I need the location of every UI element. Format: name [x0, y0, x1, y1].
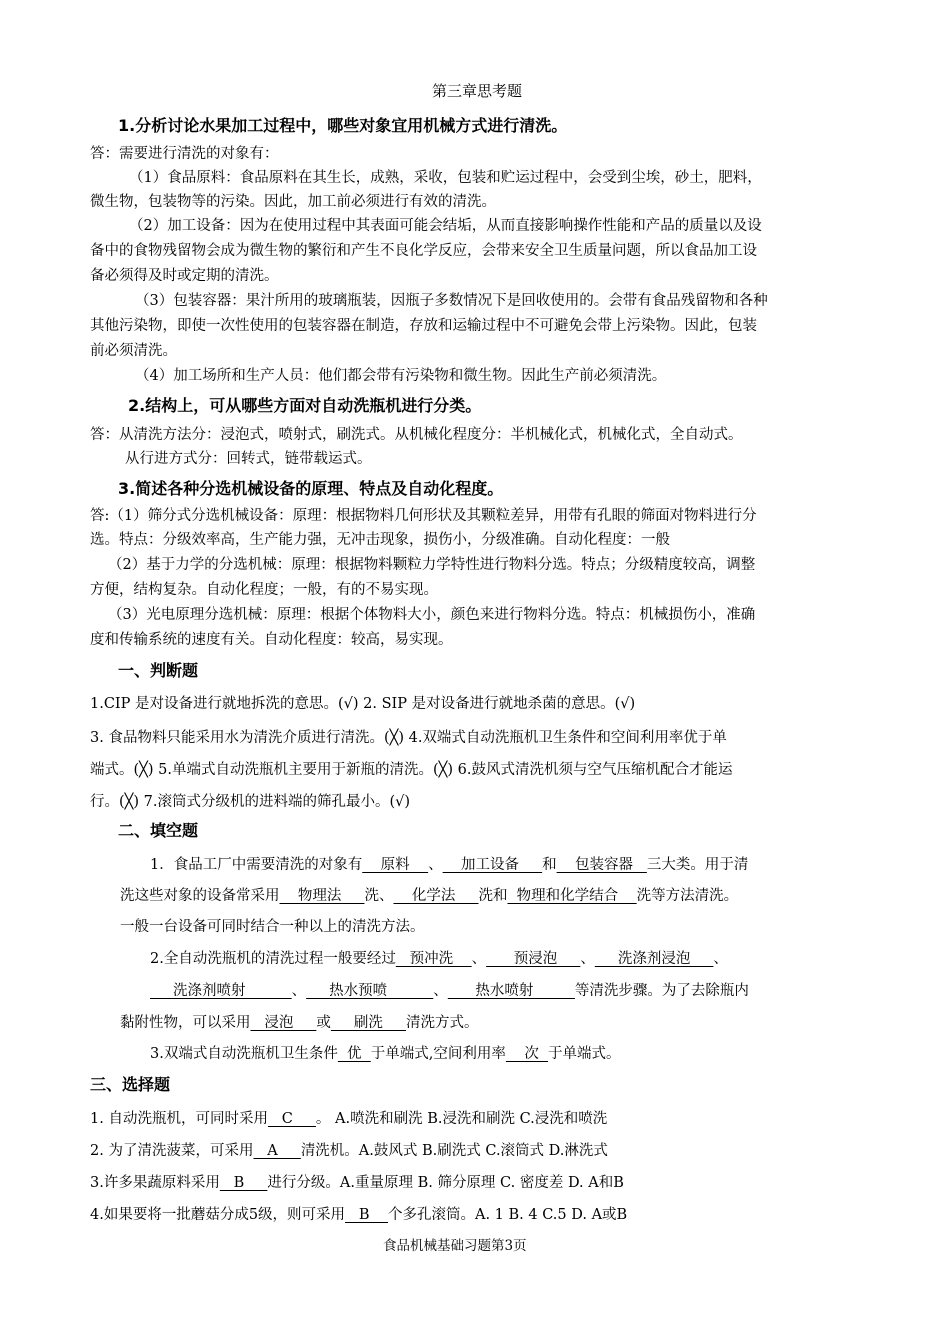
page-footer: 食品机械基础习题第3页	[383, 1238, 527, 1254]
answer-line: （4）加工场所和生产人员：他们都会带有污染物和微生物。因此生产前必须清洗。	[135, 368, 667, 384]
blank-answer: 热水预喷	[306, 983, 434, 999]
choice-item-2: 2. 为了清洗菠菜，可采用 A 清洗机。A.鼓风式 B.刷洗式 C.滚筒式 D.淋洗式	[90, 1143, 608, 1159]
answer-line: （2）基于力学的分选机械：原理：根据物料颗粒力学特性进行物料分选。特点；分级精度较高，调整	[108, 557, 756, 573]
blank-answer: 物理和化学结合	[507, 888, 637, 904]
answer-line: 备中的食物残留物会成为微生物的繁衍和产生不良化学反应，会带来安全卫生质量问题，所以食品加工设	[90, 243, 757, 259]
answer-line: 前必须清洗。	[90, 343, 177, 359]
question-2-heading: 2.结构上，可从哪些方面对自动洗瓶机进行分类。	[128, 396, 482, 415]
answer-line: 其他污染物，即使一次性使用的包装容器在制造，存放和运输过程中不可避免会带上污染物。因此，包装	[90, 318, 757, 334]
question-1-heading: 1.分析讨论水果加工过程中，哪些对象宜用机械方式进行清洗。	[118, 116, 568, 135]
blank-answer: 洗涤剂喷射	[150, 983, 292, 999]
fill-item-1: 1．食品工厂中需要清洗的对象有 原料 、 加工设备 和 包装容器 三大类。用于清	[150, 857, 749, 873]
choice-item-1: 1. 自动洗瓶机，可同时采用 C 。 A.喷洗和刷洗 B.浸洗和刷洗 C.浸洗和喷洗	[90, 1111, 608, 1127]
answer-line: 从行进方式分：回转式，链带载运式。	[125, 451, 372, 467]
choice-item-4: 4.如果要将一批蘑菇分成5级，则可采用 B 个多孔滚筒。A. 1 B. 4 C.5 D. A或B	[90, 1207, 628, 1223]
answer-line: 微生物，包装物等的污染。因此，加工前必须进行有效的清洗。	[90, 194, 496, 210]
answer-line: （3）包装容器：果汁所用的玻璃瓶装，因瓶子多数情况下是回收使用的。会带有食品残留物和各种	[135, 293, 768, 309]
fill-item-2-line-3: 黏附性物，可以采用 浸泡 或 刷洗 清洗方式。	[120, 1015, 479, 1031]
answer-line: 答：从清洗方法分：浸泡式，喷射式，刷洗式。从机械化程度分：半机械化式，机械化式，全自动式。	[90, 427, 743, 443]
fill-item-2-line-2: 洗涤剂喷射 、 热水预喷 、 热水喷射 等清洗步骤。为了去除瓶内	[150, 983, 749, 999]
judge-line: 行。(╳) 7.滚筒式分级机的进料端的筛孔最小。(√)	[90, 794, 411, 810]
page-title: 第三章思考题	[432, 82, 523, 100]
blank-answer: B	[345, 1207, 388, 1223]
judge-line: 3. 食品物料只能采用水为清洗介质进行清洗。(╳) 4.双端式自动洗瓶机卫生条件和空间利用率优于单	[90, 730, 727, 746]
answer-line: 方便，结构复杂。自动化程度；一般，有的不易实现。	[90, 582, 438, 598]
question-3-heading: 3.简述各种分选机械设备的原理、特点及自动化程度。	[118, 479, 504, 498]
fill-item-3: 3.双端式自动洗瓶机卫生条件 优 于单端式,空间利用率 次 于单端式。	[150, 1046, 621, 1062]
blank-answer: 原料	[362, 857, 429, 873]
fill-item-1-line-2: 洗这些对象的设备常采用 物理法 洗、 化学法 洗和 物理和化学结合 洗等方法清洗。	[120, 888, 739, 904]
judge-line: 端式。(╳) 5.单端式自动洗瓶机主要用于新瓶的清洗。(╳) 6.鼓风式清洗机须与空气压缩机配合才能运	[90, 762, 733, 778]
answer-line: （2）加工设备：因为在使用过程中其表面可能会结垢，从而直接影响操作性能和产品的质量以及设	[129, 218, 762, 234]
blank-answer: 加工设备	[442, 857, 543, 873]
section-heading-choice: 三、选择题	[90, 1075, 171, 1094]
answer-line: （3）光电原理分选机械：原理：根据个体物料大小，颜色来进行物料分选。特点：机械损伤小，准确	[108, 607, 756, 623]
blank-answer: 预冲洗	[395, 951, 472, 967]
blank-answer: 浸泡	[250, 1015, 317, 1031]
answer-line: 度和传输系统的速度有关。自动化程度：较高，易实现。	[90, 632, 453, 648]
blank-answer: 物理法	[279, 888, 365, 904]
answer-intro: 答：需要进行清洗的对象有：	[90, 146, 279, 162]
blank-answer: C	[267, 1111, 316, 1127]
choice-item-3: 3.许多果蔬原料采用 B 进行分级。A.重量原理 B. 筛分原理 C. 密度差 D. A和B	[90, 1175, 624, 1191]
blank-answer: B	[219, 1175, 268, 1191]
answer-line: （1）食品原料：食品原料在其生长，成熟，采收，包装和贮运过程中，会受到尘埃，砂土，肥料，	[129, 170, 762, 186]
fill-item-1-line-3: 一般一台设备可同时结合一种以上的清洗方法。	[120, 919, 425, 935]
blank-answer: 热水喷射	[447, 983, 575, 999]
answer-line: 备必须得及时或定期的清洗。	[90, 268, 279, 284]
blank-answer: 洗涤剂浸泡	[594, 951, 714, 967]
answer-line: 选。特点：分级效率高，生产能力强，无冲击现象，损伤小，分级准确。自动化程度：一般	[90, 532, 670, 548]
blank-answer: 预浸泡	[486, 951, 581, 967]
fill-item-2: 2.全自动洗瓶机的清洗过程一般要经过 预冲洗 、 预浸泡 、 洗涤剂浸泡 、	[150, 951, 728, 967]
section-heading-fill: 二、填空题	[118, 821, 199, 840]
blank-answer: 次	[505, 1046, 549, 1062]
blank-answer: 刷洗	[330, 1015, 406, 1031]
section-heading-judge: 一、判断题	[118, 661, 199, 680]
blank-answer: 化学法	[393, 888, 479, 904]
blank-answer: A	[253, 1143, 301, 1159]
blank-answer: 优	[337, 1046, 371, 1062]
judge-line: 1.CIP 是对设备进行就地拆洗的意思。(√) 2. SIP 是对设备进行就地杀菌的意思。(√)	[90, 696, 636, 712]
answer-line: 答:（1）筛分式分选机械设备：原理：根据物料几何形状及其颗粒差异，用带有孔眼的筛面对物料进行分	[90, 508, 757, 524]
blank-answer: 包装容器	[556, 857, 647, 873]
